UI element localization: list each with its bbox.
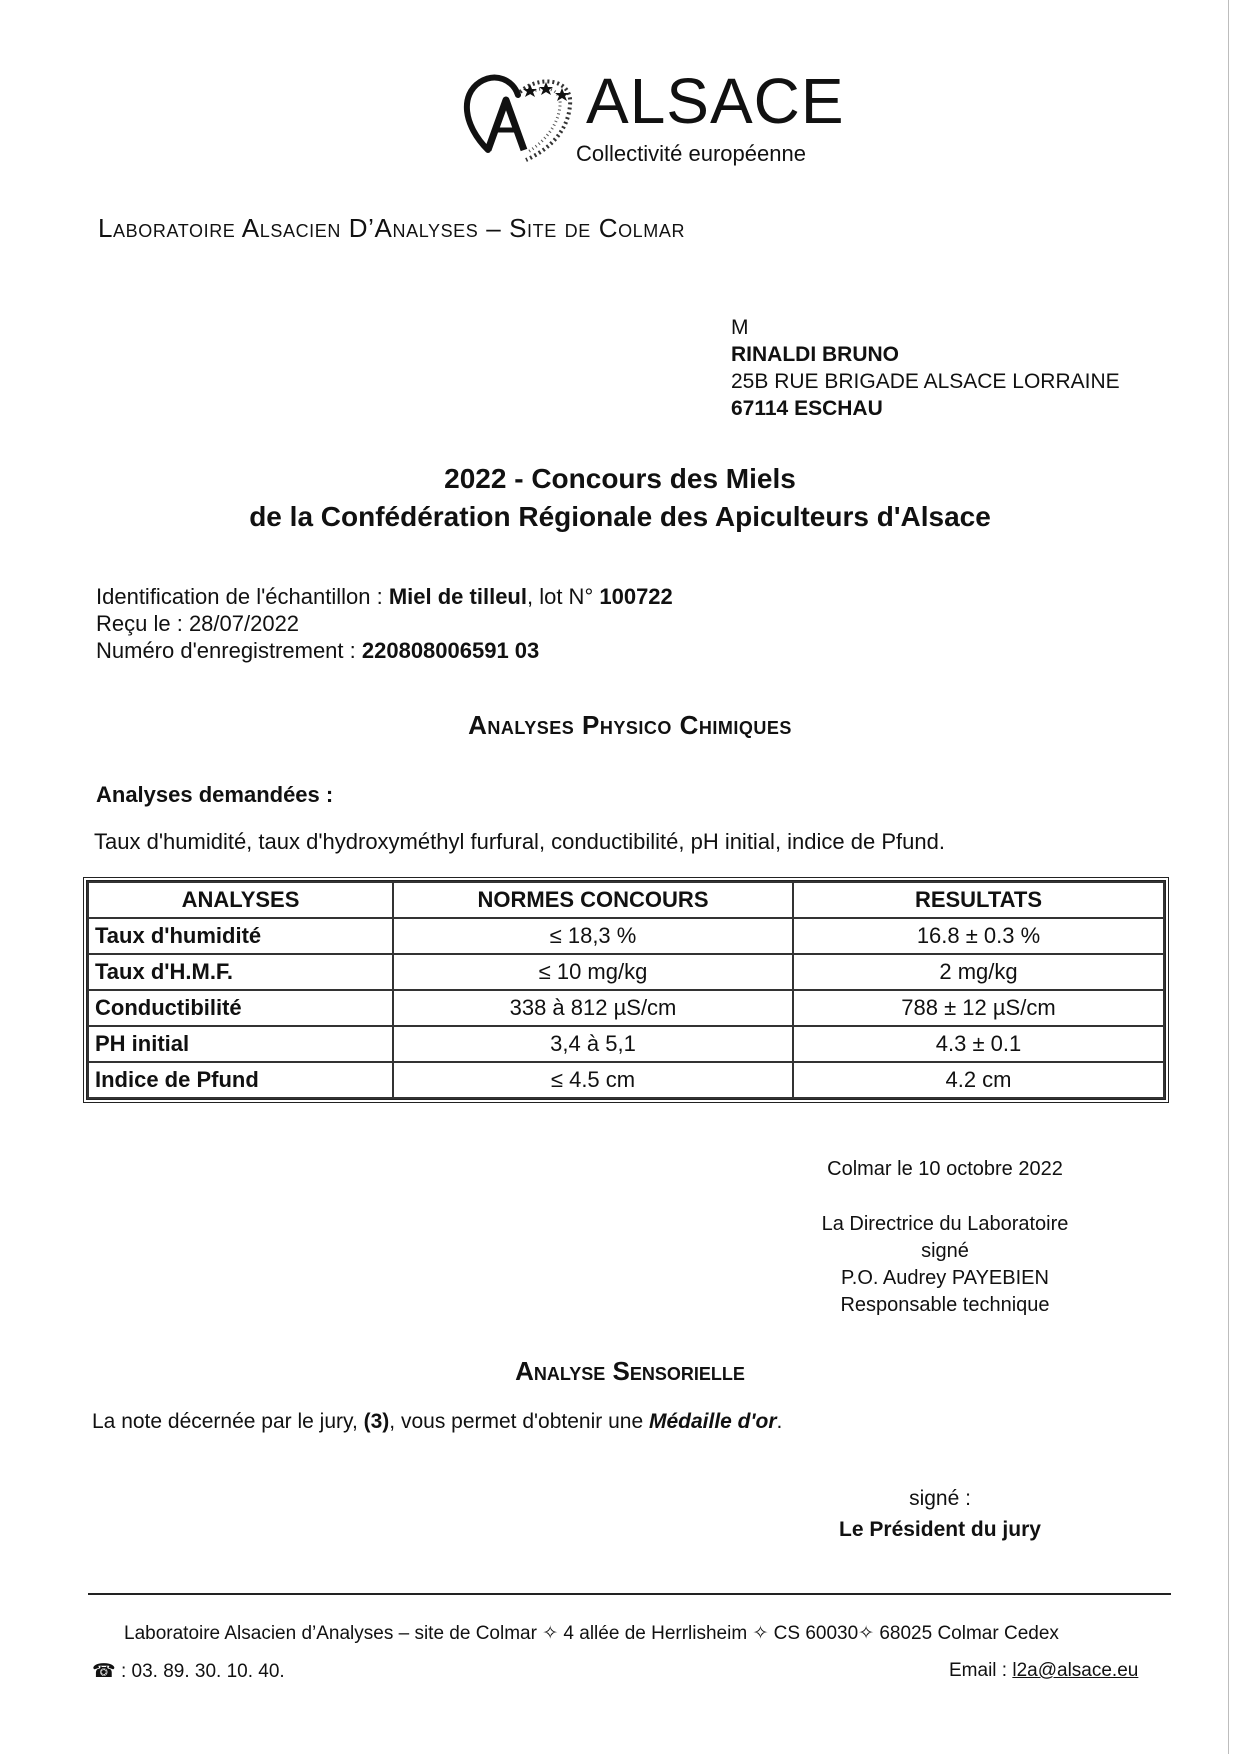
requested-analyses-label: Analyses demandées :: [96, 782, 334, 807]
recipient-name: RINALDI BRUNO: [731, 343, 899, 366]
sample-identification: [96, 583, 673, 664]
analysis-result: 4.3 ± 0.1: [793, 1026, 1164, 1062]
analysis-name: Indice de Pfund: [88, 1062, 393, 1098]
analysis-result: 4.2 cm: [793, 1062, 1164, 1098]
analysis-norm: 338 à 812 µS/cm: [393, 990, 793, 1026]
scan-edge-line: [1228, 0, 1229, 1754]
sample-received-date: 28/07/2022: [188, 611, 300, 636]
sensory-text-after: .: [776, 1410, 783, 1433]
alsace-logo: [458, 65, 845, 170]
table-row: [88, 1062, 1164, 1098]
lab-signed: signé: [921, 1240, 969, 1262]
contest-title-line1: 2022 - Concours des Miels: [444, 463, 796, 494]
alsace-emblem-icon: [458, 70, 583, 170]
header-analyses: ANALYSES: [88, 882, 393, 918]
footer-phone: [92, 1660, 285, 1683]
header-normes: NORMES CONCOURS: [393, 882, 793, 918]
table-row: [88, 954, 1164, 990]
recipient-salutation: M: [731, 316, 749, 339]
results-grid: [87, 881, 1165, 1099]
sample-received-line: [96, 610, 673, 637]
recipient-street: 25B RUE BRIGADE ALSACE LORRAINE: [731, 370, 1120, 393]
sensory-note: (3): [363, 1410, 390, 1433]
sample-lot-number: 100722: [599, 584, 673, 609]
sample-product: Miel de tilleul: [388, 584, 527, 609]
footer-address: Laboratoire Alsacien d’Analyses – site de Colmar ✧ 4 allée de Herrlisheim ✧ CS 60030✧ 68025 Colmar Cedex: [124, 1623, 1059, 1644]
table-row: [88, 990, 1164, 1026]
analysis-norm: 3,4 à 5,1: [393, 1026, 793, 1062]
footer-email-label: Email :: [949, 1660, 1013, 1681]
analysis-result: 788 ± 12 µS/cm: [793, 990, 1164, 1026]
footer-phone-number: : 03. 89. 30. 10. 40.: [115, 1661, 285, 1682]
analysis-norm: ≤ 18,3 %: [393, 918, 793, 954]
analysis-norm: ≤ 4.5 cm: [393, 1062, 793, 1098]
sample-registration-line: [96, 637, 673, 664]
sensory-text-before: La note décernée par le jury,: [92, 1410, 364, 1433]
jury-president-role: Le Président du jury: [839, 1518, 1041, 1541]
lab-signer-role: Responsable technique: [840, 1294, 1050, 1316]
recipient-address: [731, 314, 1120, 422]
table-row: [88, 918, 1164, 954]
lab-director-role: La Directrice du Laboratoire: [821, 1213, 1069, 1235]
results-header-row: [88, 882, 1164, 918]
sensory-text-middle: , vous permet d'obtenir une: [389, 1410, 649, 1433]
sample-id-line: [96, 583, 673, 610]
sample-id-label: Identification de l'échantillon :: [96, 584, 389, 609]
physico-heading: Analyses Physico Chimiques: [468, 710, 792, 740]
logo-subtitle: Collectivité européenne: [576, 141, 806, 166]
requested-analyses-list: Taux d'humidité, taux d'hydroxyméthyl furfural, conductibilité, pH initial, indice de Pfund.: [94, 829, 945, 854]
analysis-name: Conductibilité: [88, 990, 393, 1026]
sample-lot-label: , lot N°: [526, 584, 600, 609]
footer-email: [949, 1660, 1138, 1682]
analysis-result: 2 mg/kg: [793, 954, 1164, 990]
lab-signature-block: [770, 1211, 1120, 1319]
analysis-norm: ≤ 10 mg/kg: [393, 954, 793, 990]
analysis-name: Taux d'H.M.F.: [88, 954, 393, 990]
telephone-icon: ☎: [92, 1661, 116, 1682]
sample-registration-number: 220808006591 03: [361, 638, 540, 663]
sensory-result-text: [92, 1410, 782, 1434]
signature-date-place: Colmar le 10 octobre 2022: [827, 1158, 1063, 1180]
analysis-result: 16.8 ± 0.3 %: [793, 918, 1164, 954]
recipient-city: 67114 ESCHAU: [731, 397, 883, 420]
contest-title: [140, 460, 1100, 536]
table-row: [88, 1026, 1164, 1062]
sample-registration-label: Numéro d'enregistrement :: [96, 638, 362, 663]
footer-divider: [88, 1593, 1171, 1595]
contest-title-line2: de la Confédération Régionale des Apiculteurs d'Alsace: [249, 501, 991, 532]
lab-signer-name: P.O. Audrey PAYEBIEN: [841, 1267, 1049, 1289]
header-resultats: RESULTATS: [793, 882, 1164, 918]
analysis-name: Taux d'humidité: [88, 918, 393, 954]
laboratory-title: Laboratoire Alsacien D’Analyses – Site de Colmar: [98, 213, 686, 243]
logo-wordmark: ALSACE: [586, 65, 845, 137]
jury-signed: signé :: [909, 1487, 971, 1510]
sample-received-label: Reçu le :: [96, 611, 189, 636]
sensory-medal: Médaille d'or: [648, 1410, 777, 1433]
footer-email-link[interactable]: l2a@alsace.eu: [1012, 1660, 1139, 1681]
results-table: [83, 877, 1169, 1103]
jury-signature-block: [830, 1483, 1050, 1545]
sensory-heading: Analyse Sensorielle: [515, 1356, 745, 1386]
analysis-name: PH initial: [88, 1026, 393, 1062]
